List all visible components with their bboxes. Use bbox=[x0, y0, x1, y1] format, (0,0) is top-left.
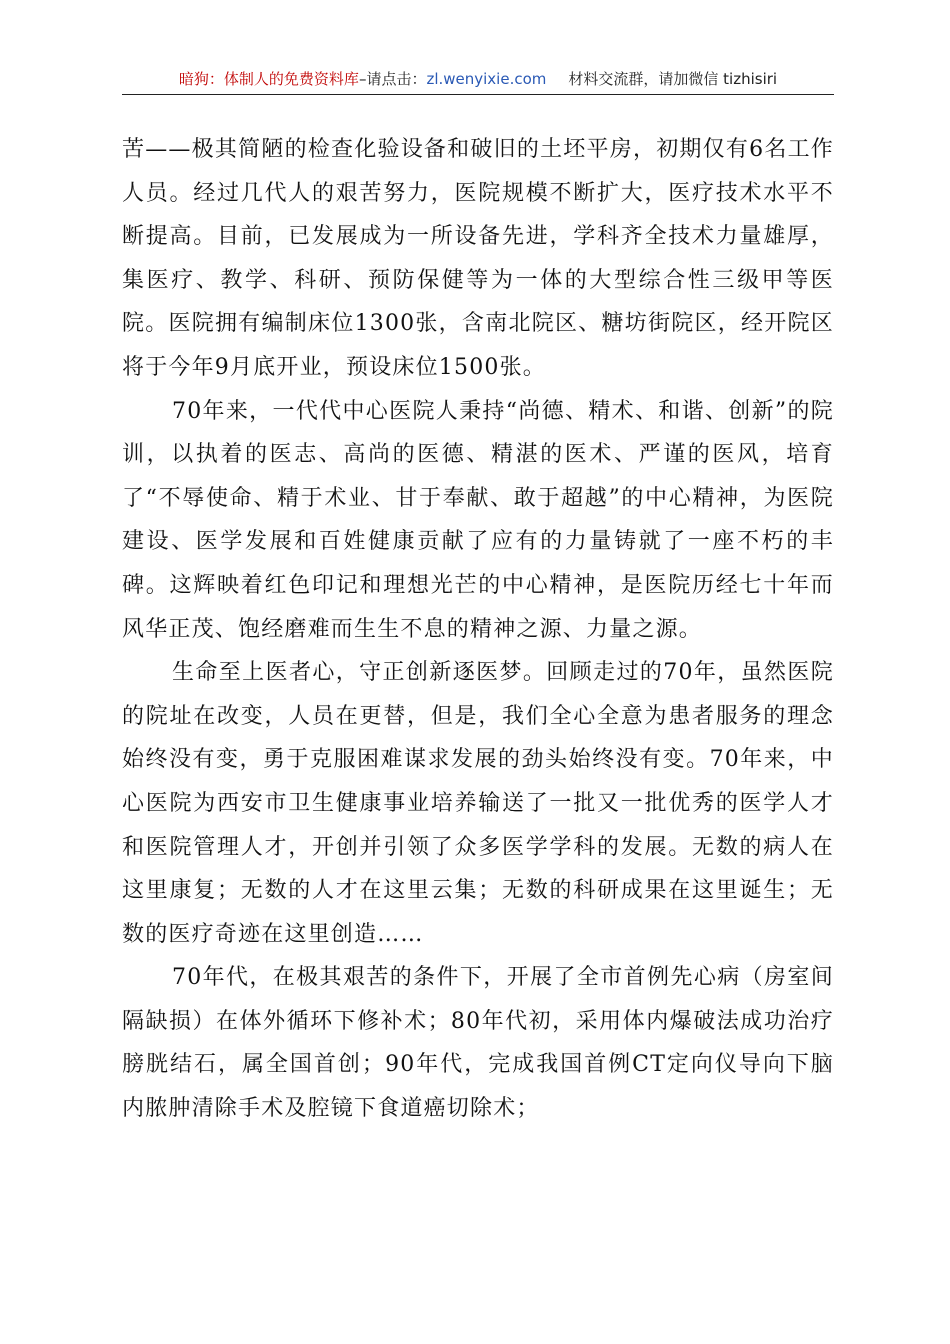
header-prompt: –请点击： bbox=[358, 70, 427, 88]
paragraph-hospital-spirit: 70年来，一代代中心医院人秉持“尚德、精术、和谐、创新”的院训，以执着的医志、高尚的医德、精湛的医术、严谨的医风，培育了“不辱使命、精于术业、甘于奉献、敢于超越”的中心精神，为医院建设、医学发展和百姓健康贡献了应有的力量铸就了一座不朽的丰碑。这辉映着红色印记和理想光芒的中心精神，是医院历经七十年而风华正茂、饱经磨难而生生不息的精神之源、力量之源。 bbox=[122, 398, 834, 642]
paragraph-achievements: 生命至上医者心，守正创新逐医梦。回顾走过的70年，虽然医院的院址在改变，人员在更替，但是，我们全心全意为患者服务的理念始终没有变，勇于克服困难谋求发展的劲头始终没有变。70年来，中心医院为西安市卫生健康事业培养输送了一批又一批优秀的医学人才和医院管理人才，开创并引领了众多医学学科的发展。无数的病人在这里康复；无数的人才在这里云集；无数的科研成果在这里诞生；无数的医疗奇迹在这里创造…… bbox=[122, 660, 834, 947]
document-body bbox=[122, 128, 834, 1131]
header-brand: 暗狗：体制人的免费资料库 bbox=[178, 70, 359, 88]
paragraph-hospital-history: 苦——极其简陋的检查化验设备和破旧的土坯平房，初期仅有6名工作人员。经过几代人的艰苦努力，医院规模不断扩大，医疗技术水平不断提高。目前，已发展成为一所设备先进，学科齐全技术力量雄厚，集医疗、教学、科研、预防保健等为一体的大型综合性三级甲等医院。医院拥有编制床位1300张，含南北院区、糖坊街院区，经开院区将于今年9月底开业，预设床位1500张。 bbox=[122, 137, 834, 380]
paragraph-milestones: 70年代，在极其艰苦的条件下，开展了全市首例先心病（房室间隔缺损）在体外循环下修补术；80年代初，采用体内爆破法成功治疗膀胱结石，属全国首创；90年代，完成我国首例CT定向仪导向下脑内脓肿清除手术及腔镜下食道癌切除术； bbox=[122, 965, 834, 1122]
page-header bbox=[122, 64, 834, 95]
header-wechat-note: 材料交流群，请加微信 tizhisiri bbox=[568, 70, 778, 88]
header-link[interactable]: zl.wenyixie.com bbox=[426, 70, 547, 88]
